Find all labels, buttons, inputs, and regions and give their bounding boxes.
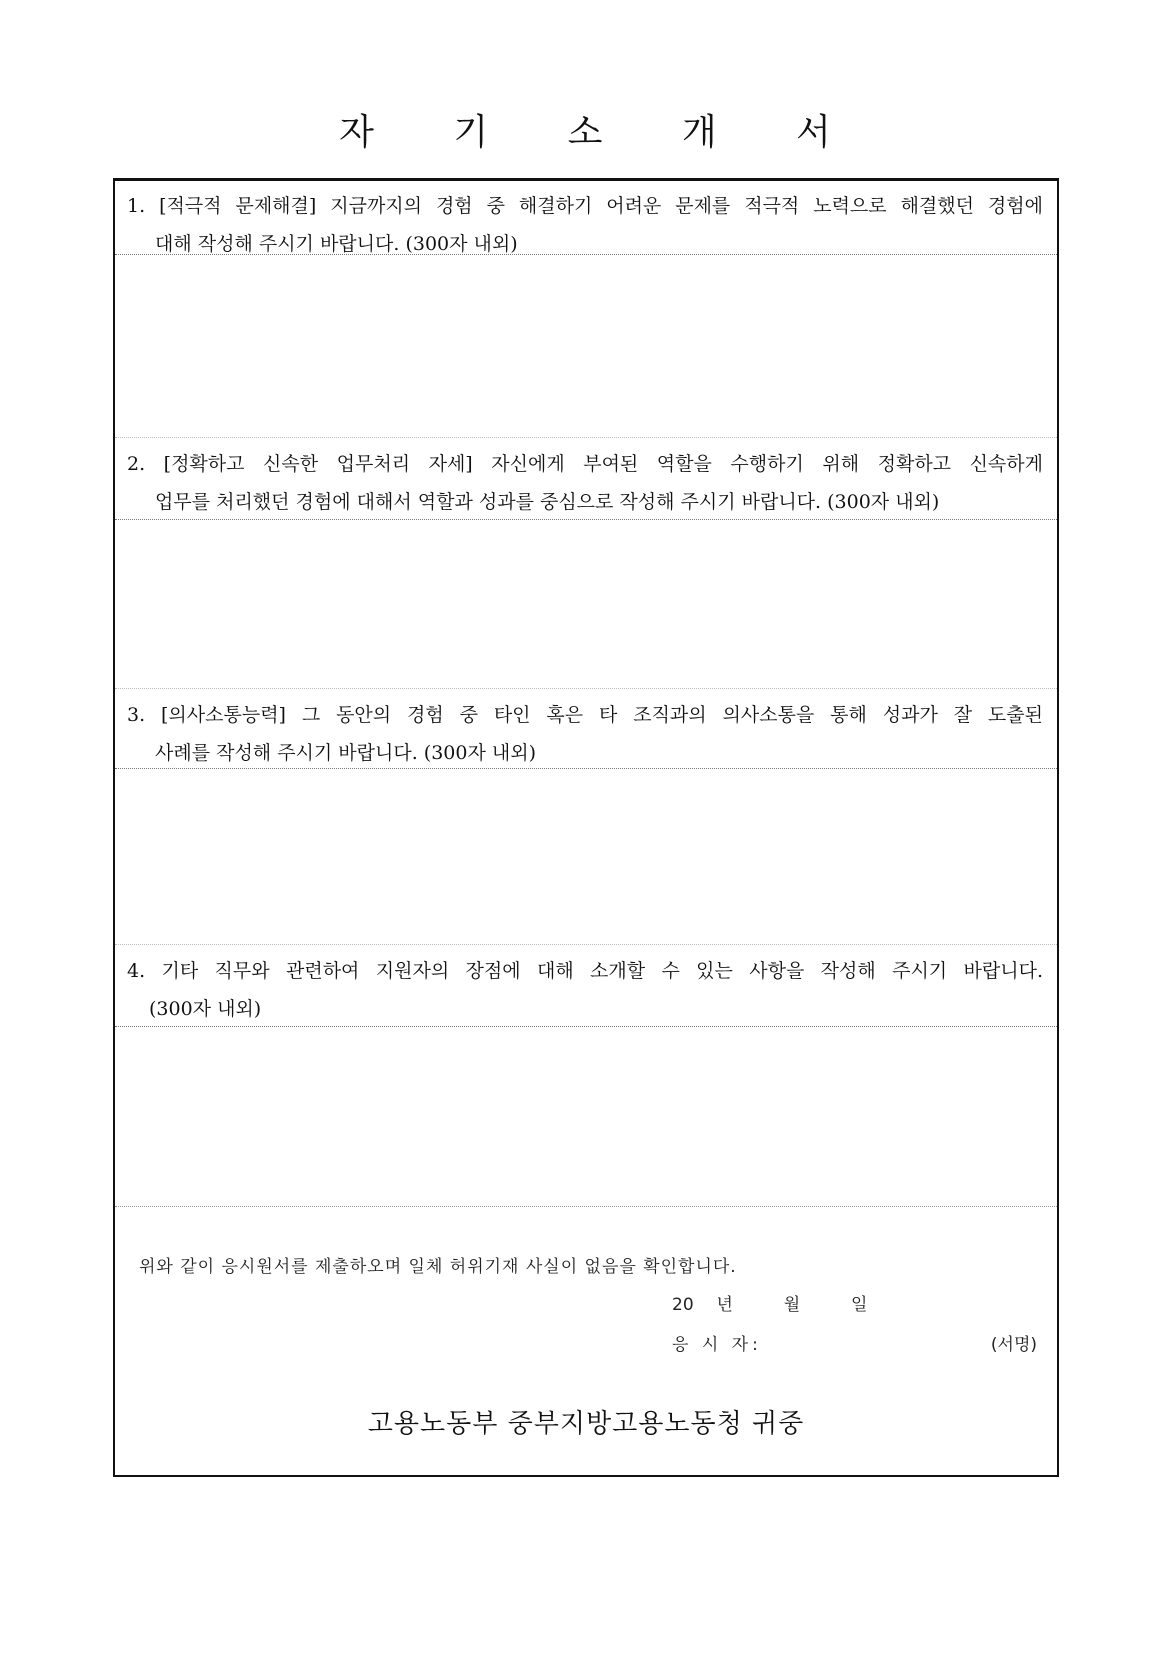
self-introduction-form	[113, 178, 1059, 1477]
question-3-prompt	[127, 696, 1043, 772]
question-2-answer-area[interactable]	[115, 521, 1057, 686]
section-divider	[115, 944, 1057, 945]
question-1-answer-area[interactable]	[115, 256, 1057, 436]
declaration-text: 위와 같이 응시원서를 제출하오며 일체 허위기재 사실이 없음을 확인합니다.	[139, 1257, 737, 1277]
question-4-divider	[115, 1026, 1057, 1027]
section-divider	[115, 1206, 1057, 1207]
question-4-line1: 4. 기타 직무와 관련하여 지원자의 장점에 대해 소개할 수 있는 사항을 작성해 주시기 바랍니다.	[127, 960, 1043, 982]
question-2-prompt	[127, 445, 1043, 521]
date-year-label: 년	[716, 1295, 733, 1315]
signer-label: 응 시 자:	[672, 1335, 762, 1355]
section-divider	[115, 688, 1057, 689]
question-1-line2: 대해 작성해 주시기 바랍니다. (300자 내외)	[155, 233, 518, 255]
date-day-label: 일	[850, 1295, 868, 1315]
addressee: 고용노동부 중부지방고용노동청 귀중	[367, 1409, 805, 1439]
question-2-divider	[115, 519, 1057, 520]
question-3-line2: 사례를 작성해 주시기 바랍니다. (300자 내외)	[155, 742, 536, 764]
question-1-divider	[115, 254, 1057, 255]
question-1-line1: 1. [적극적 문제해결] 지금까지의 경험 중 해결하기 어려운 문제를 적극적 노력으로 해결했던 경험에	[127, 195, 1043, 217]
question-4-answer-area[interactable]	[115, 1028, 1057, 1206]
page-title: 자 기 소 개 서	[339, 112, 865, 153]
date-row	[672, 1290, 867, 1315]
question-3-line1: 3. [의사소통능력] 그 동안의 경험 중 타인 혹은 타 조직과의 의사소통을 통해 성과가 잘 도출된	[127, 704, 1043, 726]
date-month-label: 월	[783, 1295, 801, 1315]
section-divider	[115, 437, 1057, 438]
question-4-prompt	[127, 952, 1043, 1028]
question-3-answer-area[interactable]	[115, 770, 1057, 942]
question-2-line1: 2. [정확하고 신속한 업무처리 자세] 자신에게 부여된 역할을 수행하기 위해 정확하고 신속하게	[127, 453, 1043, 475]
question-3-divider	[115, 768, 1057, 769]
signer-row	[672, 1330, 1037, 1355]
date-year-prefix: 20	[672, 1295, 694, 1315]
question-4-line2: (300자 내외)	[149, 998, 262, 1020]
question-2-line2: 업무를 처리했던 경험에 대해서 역할과 성과를 중심으로 작성해 주시기 바랍니다. (300자 내외)	[155, 491, 940, 513]
signature-label: (서명)	[990, 1335, 1037, 1355]
question-1-prompt	[127, 187, 1043, 263]
